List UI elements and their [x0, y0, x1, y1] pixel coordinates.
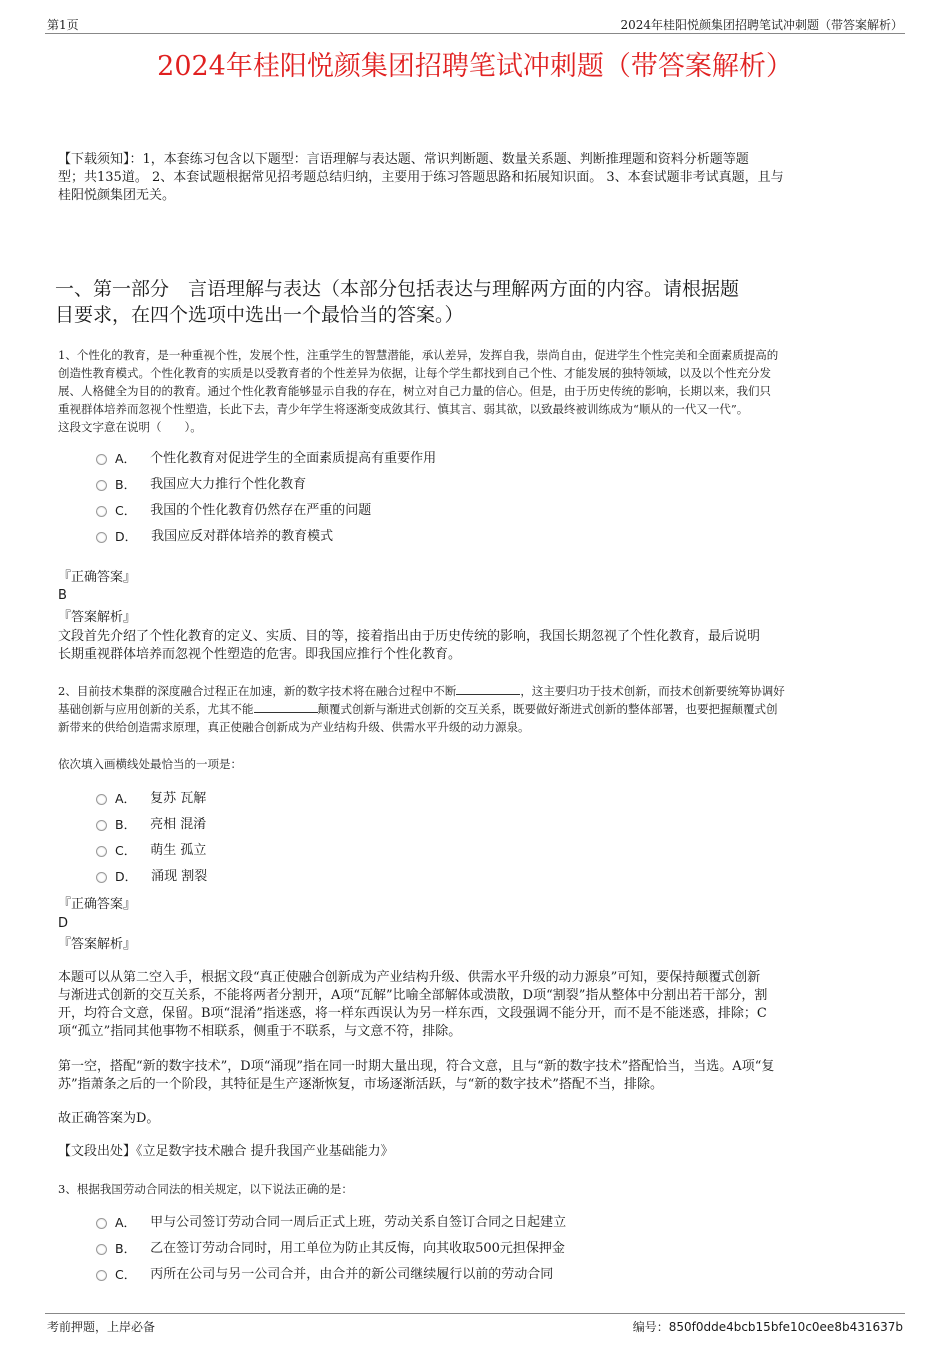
radio-icon[interactable] [96, 820, 107, 831]
option-letter: C． [115, 1267, 137, 1282]
option-letter: B． [115, 1241, 137, 1256]
q2-source: 【文段出处】《立足数字技术融合 提升我国产业基础能力》 [58, 1144, 394, 1159]
q2-answer-label: 『正确答案』 [58, 897, 137, 912]
option-text: 甲与公司签订劳动合同一周后正式上班，劳动关系自签订合同之日起建立 [150, 1215, 567, 1230]
q3-option-c[interactable] [96, 1266, 553, 1284]
fill-blank-2 [254, 701, 318, 713]
stem-line: 展、人格健全为目的的教育。通过个性化教育能够显示自我的存在，树立对自己力量的信心。但是，由于历史传统的影响，长期以来，我们只 [58, 384, 771, 398]
q1-option-c[interactable] [96, 502, 371, 520]
notice-line: 桂阳悦颜集团无关。 [58, 188, 176, 203]
stem-text: 颠覆式创新与渐进式创新的交互关系，既要做好渐进式创新的整体部署，也要把握颠覆式创 [317, 702, 778, 716]
footer-slogan: 考前押题，上岸必备 [47, 1320, 156, 1334]
q2-option-a[interactable] [96, 790, 206, 808]
q2-option-c[interactable] [96, 842, 206, 860]
stem-line: 这段文字意在说明（ ）。 [58, 420, 202, 434]
option-text: 萌生 孤立 [150, 843, 207, 858]
footer-code-label: 编号： [632, 1320, 669, 1334]
option-letter: B． [115, 477, 137, 492]
radio-icon[interactable] [96, 846, 107, 857]
document-title: 2024年桂阳悦颜集团招聘笔试冲刺题（带答案解析） [157, 51, 793, 82]
q2-option-d[interactable] [96, 868, 207, 886]
header-doc-title: 2024年桂阳悦颜集团招聘笔试冲刺题（带答案解析） [620, 18, 903, 32]
q1-option-b[interactable] [96, 476, 306, 494]
section-heading [55, 276, 895, 328]
radio-icon[interactable] [96, 1218, 107, 1229]
q2-prompt: 依次填入画横线处最恰当的一项是： [58, 757, 242, 771]
download-notice [58, 151, 895, 205]
radio-icon[interactable] [96, 506, 107, 517]
fill-blank-1 [456, 683, 520, 695]
stem-line: 1、个性化的教育，是一种重视个性，发展个性，注重学生的智慧潜能，承认差异，发挥自我，崇尚自由，促进学生个性完美和全面素质提高的 [58, 348, 779, 362]
notice-line: 【下载须知】：1，本套练习包含以下题型：言语理解与表达题、常识判断题、数量关系题、判断推理题和资料分析题等题 [58, 152, 749, 167]
option-text: 亮相 混淆 [150, 817, 207, 832]
q2-answer: D [58, 916, 69, 931]
stem-line: 创造性教育模式。个性化教育的实质是以受教育者的个性差异为依据，让每个学生都找到自己个性、才能发展的独特领域，以及以个性充分发 [58, 366, 771, 380]
analysis-line: 长期重视群体培养而忽视个性塑造的危害。即我国应推行个性化教育。 [58, 647, 462, 662]
stem-text: 基础创新与应用创新的关系，尤其不能 [58, 702, 254, 716]
option-letter: A． [115, 1215, 137, 1230]
analysis-line: 文段首先介绍了个性化教育的定义、实质、目的等，接着指出由于历史传统的影响，我国长期忽视了个性化教育，最后说明 [58, 629, 761, 644]
q1-analysis-label: 『答案解析』 [58, 610, 137, 625]
page-number: 第1页 [47, 18, 79, 32]
q2-analysis-paragraph-2 [58, 1058, 898, 1094]
analysis-line: 项“孤立”指同其他事物不相联系，侧重于不联系，与文意不符，排除。 [58, 1024, 462, 1039]
stem-text: 2、目前技术集群的深度融合过程正在加速，新的数字技术将在融合过程中不断 [58, 684, 457, 698]
q1-answer-label: 『正确答案』 [58, 570, 137, 585]
footer-code [633, 1318, 903, 1335]
option-text: 复苏 瓦解 [150, 791, 207, 806]
page-header [45, 14, 905, 34]
radio-icon[interactable] [96, 480, 107, 491]
question-1-stem [58, 346, 898, 436]
option-text: 个性化教育对促进学生的全面素质提高有重要作用 [150, 451, 437, 466]
q2-analysis-paragraph-1 [58, 969, 898, 1041]
analysis-line: 第一空，搭配“新的数字技术”，D项“涌现”指在同一时期大量出现，符合文意，且与“新的数字技术”搭配恰当，当选。A项“复 [58, 1059, 775, 1074]
analysis-line: 与渐进式创新的交互关系，不能将两者分割开，A项“瓦解”比喻全部解体或溃散，D项“割裂”指从整体中分割出若干部分，割 [58, 988, 768, 1003]
q2-conclusion: 故正确答案为D。 [58, 1111, 160, 1126]
footer-code-value: 850f0dde4bcb15bfe10c0ee8b431637b [668, 1320, 903, 1334]
q1-analysis [58, 628, 898, 664]
section-heading-line: 一、第一部分 言语理解与表达（本部分包括表达与理解两方面的内容。请根据题 [55, 278, 740, 300]
option-letter: B． [115, 817, 137, 832]
stem-text: ，这主要归功于技术创新，而技术创新要统筹协调好 [520, 684, 785, 698]
stem-line [58, 700, 898, 718]
section-heading-line: 目要求，在四个选项中选出一个最恰当的答案。） [55, 304, 464, 326]
q3-option-a[interactable] [96, 1214, 566, 1232]
q2-analysis-label: 『答案解析』 [58, 937, 137, 952]
option-letter: C． [115, 843, 137, 858]
option-text: 我国应大力推行个性化教育 [150, 477, 307, 492]
q2-option-b[interactable] [96, 816, 206, 834]
q1-option-a[interactable] [96, 450, 436, 468]
stem-line: 重视群体培养而忽视个性塑造，长此下去，青少年学生将逐渐变成敛其行、慎其言、弱其欲，以致最终被训练成为“顺从的一代又一代”。 [58, 402, 749, 416]
radio-icon[interactable] [96, 1244, 107, 1255]
question-2-stem [58, 682, 898, 736]
option-text: 涌现 割裂 [151, 869, 208, 884]
option-letter: A． [115, 451, 137, 466]
analysis-line: 苏”指萧条之后的一个阶段，其特征是生产逐渐恢复，市场逐渐活跃，与“新的数字技术”搭配不当，排除。 [58, 1077, 663, 1092]
q3-option-b[interactable] [96, 1240, 565, 1258]
option-letter: C． [115, 503, 137, 518]
option-letter: D． [115, 529, 138, 544]
analysis-line: 本题可以从第二空入手，根据文段“真正使融合创新成为产业结构升级、供需水平升级的动力源泉”可知，要保持颠覆式创新 [58, 970, 761, 985]
radio-icon[interactable] [96, 794, 107, 805]
radio-icon[interactable] [96, 532, 107, 543]
notice-line: 型；共135道。 2、本套试题根据常见招考题总结归纳，主要用于练习答题思路和拓展知识面。 3、本套试题非考试真题，且与 [58, 170, 784, 185]
stem-line: 新带来的供给创造需求原理，真正使融合创新成为产业结构升级、供需水平升级的动力源泉。 [58, 720, 530, 734]
option-text: 丙所在公司与另一公司合并，由合并的新公司继续履行以前的劳动合同 [150, 1267, 554, 1282]
analysis-line: 开，均符合文意，保留。B项“混淆”指迷惑，将一样东西误认为另一样东西，文段强调不能分开，而不是不能迷惑，排除；C [58, 1006, 767, 1021]
q1-answer: B [58, 588, 67, 603]
page-footer [45, 1313, 905, 1335]
q1-option-d[interactable] [96, 528, 333, 546]
option-letter: A． [115, 791, 137, 806]
option-letter: D． [115, 869, 138, 884]
question-3-stem: 3、根据我国劳动合同法的相关规定，以下说法正确的是： [58, 1182, 353, 1196]
radio-icon[interactable] [96, 454, 107, 465]
option-text: 我国应反对群体培养的教育模式 [151, 529, 334, 544]
radio-icon[interactable] [96, 1270, 107, 1281]
option-text: 我国的个性化教育仍然存在严重的问题 [150, 503, 372, 518]
option-text: 乙在签订劳动合同时，用工单位为防止其反悔，向其收取500元担保押金 [150, 1241, 565, 1256]
stem-line [58, 682, 898, 700]
radio-icon[interactable] [96, 872, 107, 883]
